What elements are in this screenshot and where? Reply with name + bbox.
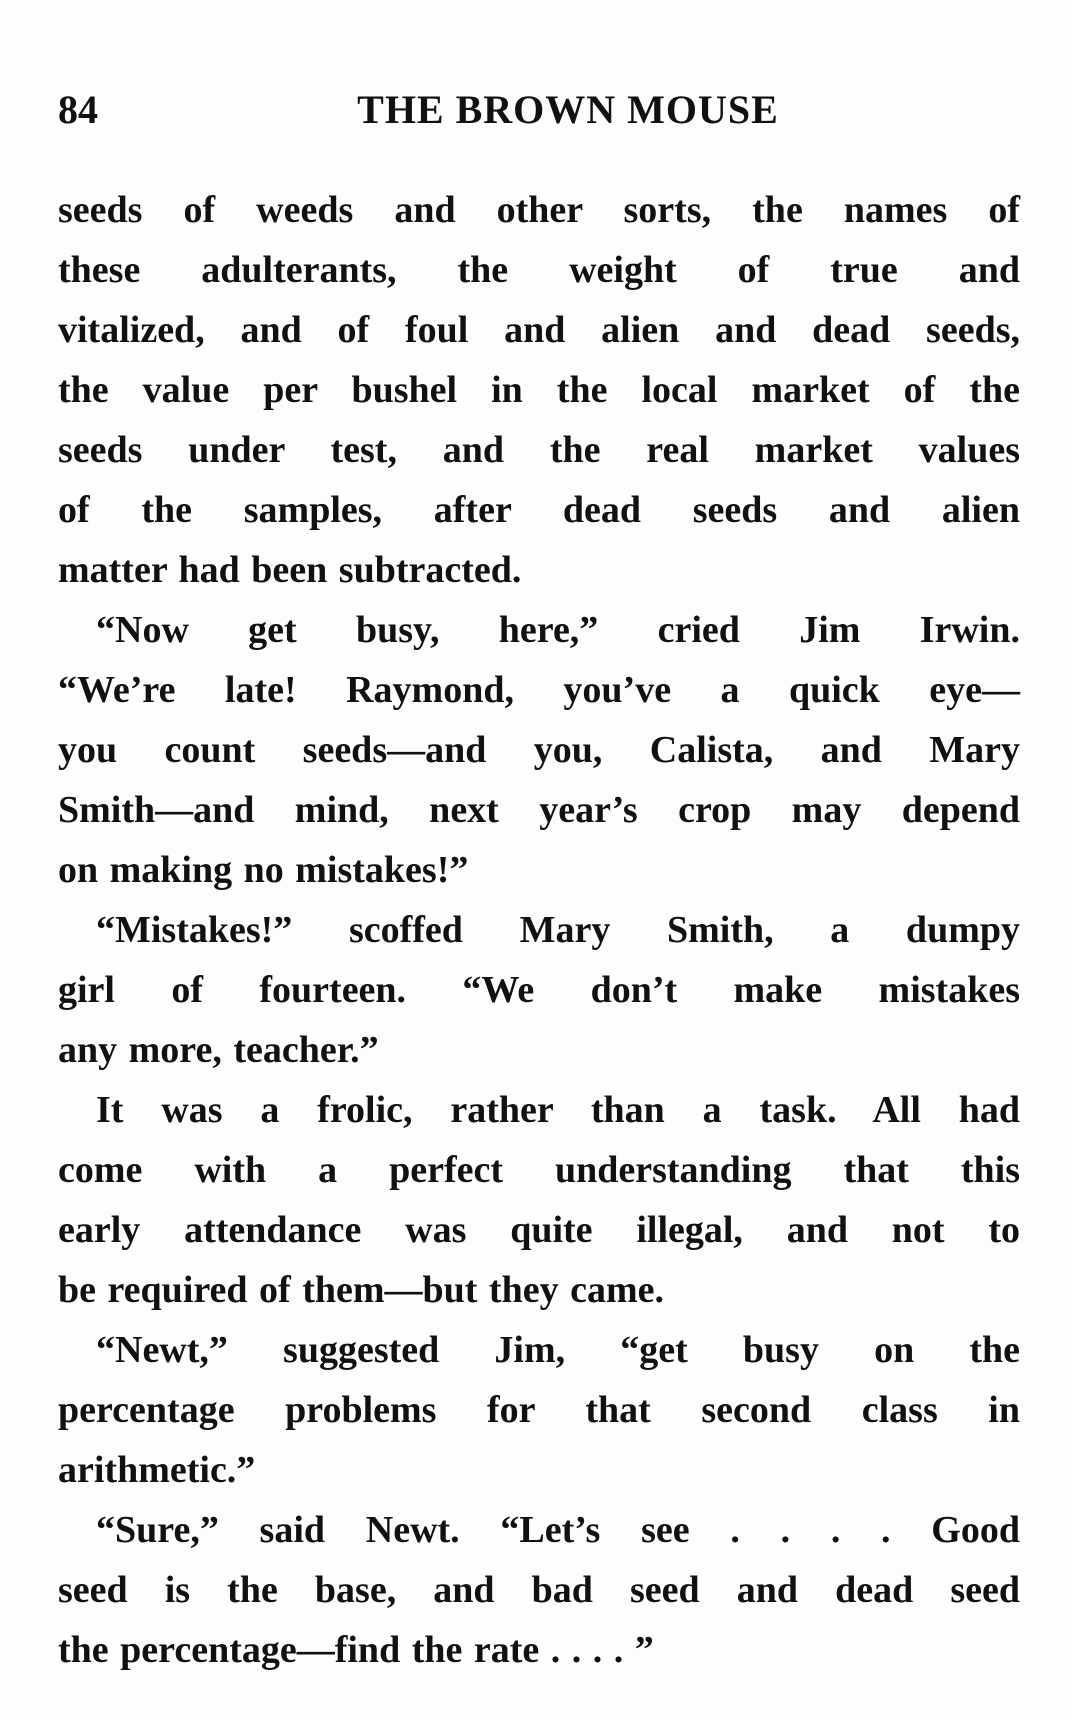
text-line: vitalized, and of foul and alien and dead seeds, xyxy=(58,309,1020,351)
text-line: seeds under test, and the real market values xyxy=(58,429,1020,471)
text-line: come with a perfect understanding that this xyxy=(58,1149,1020,1191)
text-line: “Now get busy, here,” cried Jim Irwin. xyxy=(96,609,1020,651)
page-number: 84 xyxy=(58,87,98,132)
text-line: Smith—and mind, next year’s crop may depend xyxy=(58,789,1020,831)
paragraph xyxy=(58,1080,1020,1320)
text-line: “Newt,” suggested Jim, “get busy on the xyxy=(96,1329,1020,1371)
text-line: girl of fourteen. “We don’t make mistakes xyxy=(58,969,1020,1011)
body-text xyxy=(58,180,1020,1680)
text-line: any more, teacher.” xyxy=(58,1029,379,1071)
text-line: seed is the base, and bad seed and dead seed xyxy=(58,1569,1020,1611)
paragraph xyxy=(58,900,1020,1080)
text-line: the value per bushel in the local market of the xyxy=(58,369,1020,411)
text-line: early attendance was quite illegal, and not to xyxy=(58,1209,1020,1251)
text-line: percentage problems for that second class in xyxy=(58,1389,1020,1431)
text-line: the percentage—find the rate . . . . ” xyxy=(58,1629,654,1671)
text-line: these adulterants, the weight of true and xyxy=(58,249,1020,291)
text-line: matter had been subtracted. xyxy=(58,549,522,591)
running-title: THE BROWN MOUSE xyxy=(357,87,779,132)
page-header xyxy=(58,80,1018,140)
text-line: “We’re late! Raymond, you’ve a quick eye— xyxy=(58,669,1020,711)
text-line: “Sure,” said Newt. “Let’s see . . . . Good xyxy=(96,1509,1020,1551)
text-line: be required of them—but they came. xyxy=(58,1269,664,1311)
text-line: “Mistakes!” scoffed Mary Smith, a dumpy xyxy=(96,909,1020,951)
text-line: of the samples, after dead seeds and alien xyxy=(58,489,1020,531)
text-line: arithmetic.” xyxy=(58,1449,256,1491)
text-line: on making no mistakes!” xyxy=(58,849,469,891)
text-line: It was a frolic, rather than a task. All had xyxy=(96,1089,1020,1131)
paragraph xyxy=(58,1320,1020,1500)
text-line: seeds of weeds and other sorts, the names of xyxy=(58,189,1020,231)
paragraph xyxy=(58,180,1020,600)
text-line: you count seeds—and you, Calista, and Mary xyxy=(58,729,1020,771)
paragraph xyxy=(58,1500,1020,1680)
paragraph xyxy=(58,600,1020,900)
